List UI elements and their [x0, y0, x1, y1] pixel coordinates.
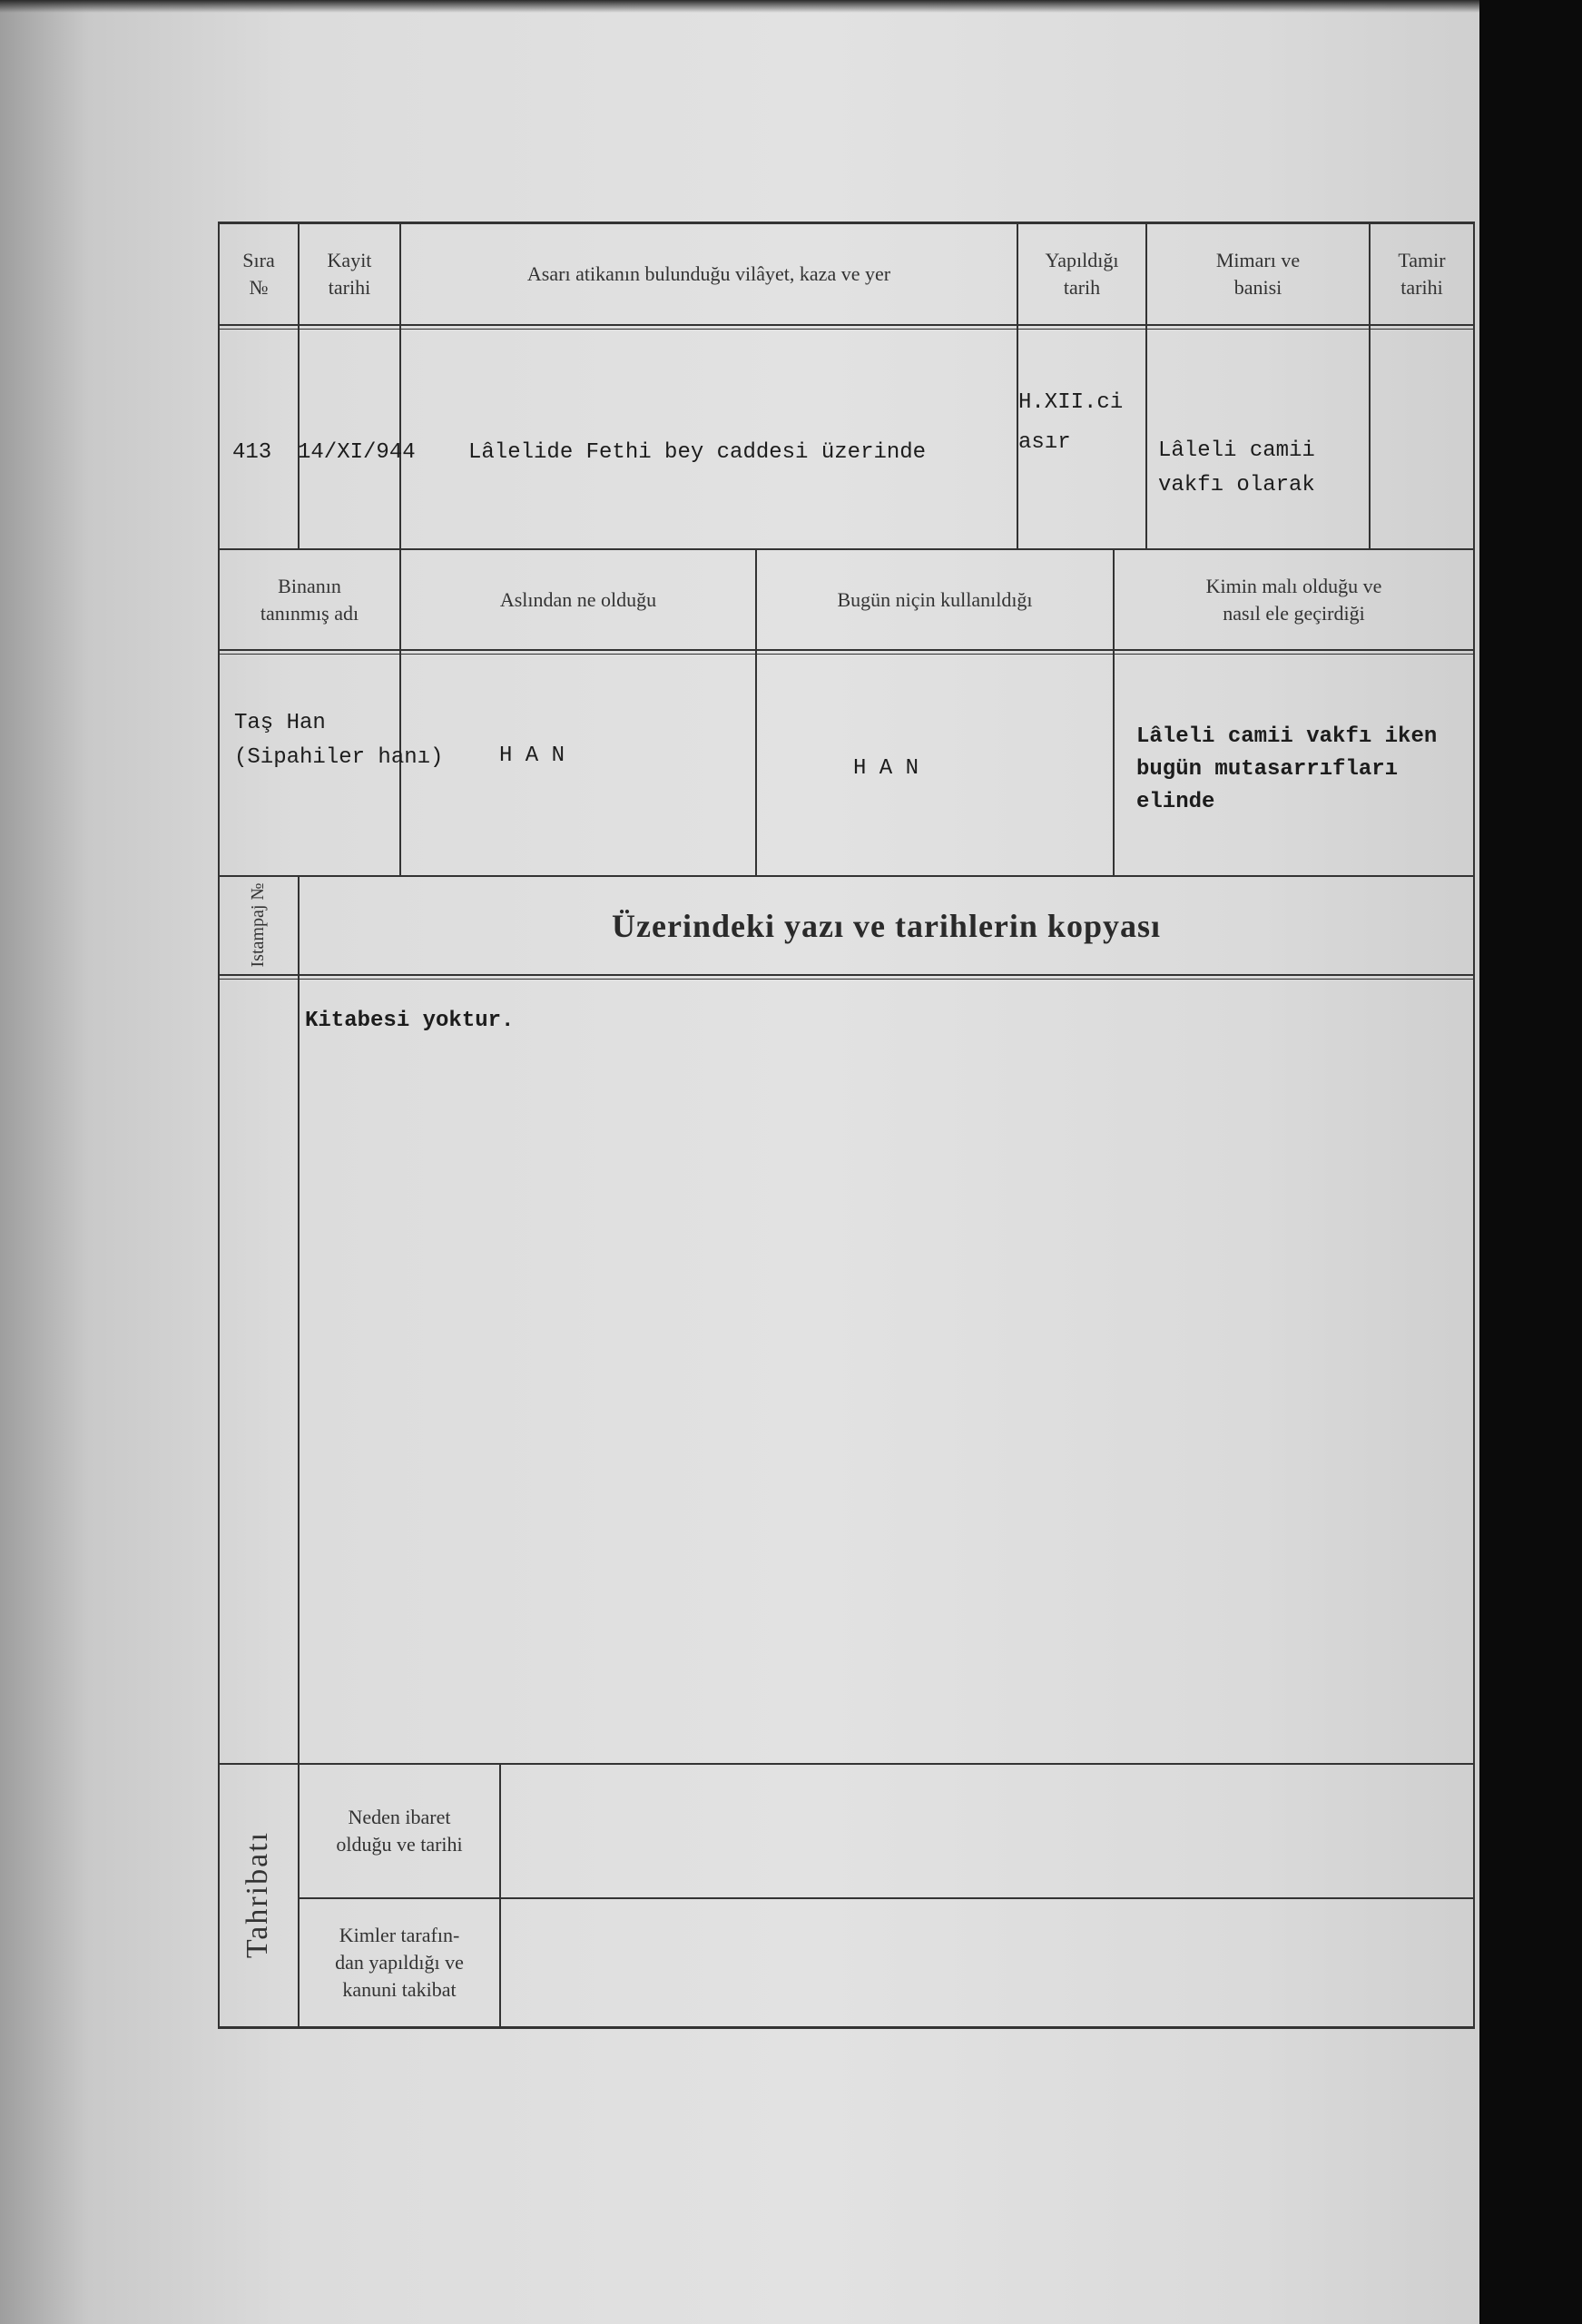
rule-header1-bottom	[218, 324, 1475, 326]
istampaj-label: Istampaj №	[247, 882, 268, 968]
tahribat-neden-label: Neden ibaret olduğu ve tarihi	[336, 1806, 463, 1856]
value-mimari-banisi: Lâleli camii vakfı olarak	[1158, 438, 1315, 497]
header-binanin-adi: Binanın tanınmış adı	[260, 574, 359, 625]
value-binanin-adi: Taş Han (Sipahiler hanı)	[234, 711, 444, 770]
tahribat-label: Tahribatı	[241, 1830, 274, 1959]
kopya-content: Kitabesi yoktur.	[305, 1009, 515, 1033]
kopya-title: Üzerindeki yazı ve tarihlerin kopyası	[612, 907, 1161, 944]
rule-bottom	[218, 2026, 1475, 2029]
header-mimari-banisi: Mimarı ve banisi	[1215, 249, 1301, 299]
scan-shadow	[0, 0, 1479, 13]
tahribat-kimler-label: Kimler tarafın- dan yapıldığı ve kanuni takibat	[335, 1924, 464, 2001]
rule-header2-bottom	[218, 649, 1475, 651]
rule-header1-bottom-double	[218, 329, 1475, 330]
value-aslindan: H A N	[499, 743, 565, 768]
record-form	[218, 222, 1475, 2037]
header-tamir-tarihi: Tamir tarihi	[1398, 249, 1446, 299]
rule-header2-bottom-double	[218, 654, 1475, 655]
header-sira-no: Sıra №	[242, 249, 275, 299]
value-bugun: H A N	[853, 756, 919, 781]
value-yapildigi-tarih: H.XII.ci asır	[1018, 390, 1124, 455]
rule-tahribat-label-divider	[499, 1763, 501, 2026]
header-kimin-mali: Kimin malı olduğu ve nasıl ele geçirdiği	[1205, 574, 1382, 625]
rule-right	[1473, 222, 1475, 2029]
rule-kopya-header-bottom	[218, 974, 1475, 976]
header-yer: Asarı atikanın bulunduğu vilâyet, kaza ve yer	[526, 262, 891, 285]
header-aslindan: Aslından ne olduğu	[499, 587, 657, 611]
rule-kopya-header-bottom-double	[218, 979, 1475, 980]
value-kayit-tarihi: 14/XI/944	[298, 440, 416, 465]
value-sira-no: 413	[232, 440, 272, 465]
header-bugun: Bugün niçin kullanıldığı	[837, 587, 1033, 611]
value-kimin-mali: Lâleli camii vakfı iken bugün mutasarrıfları elinde	[1136, 724, 1438, 814]
value-yer: Lâlelide Fethi bey caddesi üzerinde	[468, 440, 927, 465]
header-kayit-tarihi: Kayit tarihi	[327, 249, 372, 299]
header-yapildigi-tarih: Yapıldığı tarih	[1045, 249, 1119, 299]
rule-left	[218, 222, 220, 2029]
